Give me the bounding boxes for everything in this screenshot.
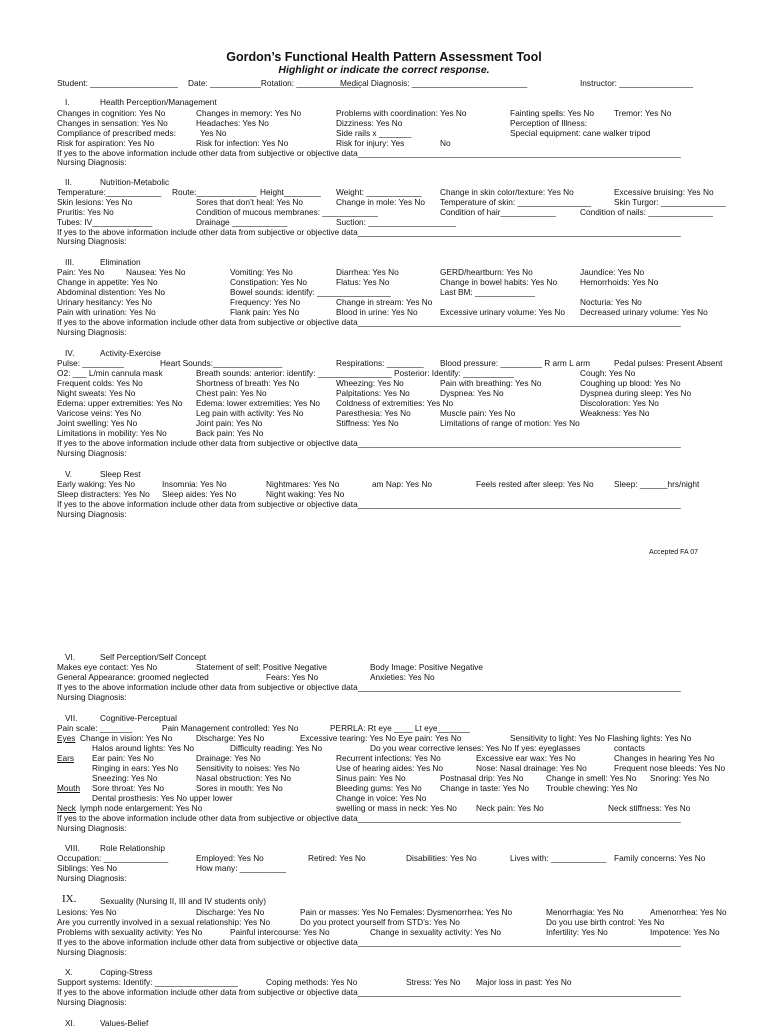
- form-line: Drainage ____________: [196, 217, 288, 227]
- form-line: Stiffness: Yes No: [336, 418, 399, 428]
- form-line: Fears: Yes No: [266, 672, 319, 682]
- form-line: VII.: [65, 713, 78, 723]
- form-line: Respirations: ________: [336, 358, 424, 368]
- form-line: Varicose veins: Yes No: [57, 408, 142, 418]
- form-line: Anxieties: Yes No: [370, 672, 435, 682]
- form-line: Retired: Yes No: [308, 853, 366, 863]
- form-line: Early waking: Yes No: [57, 479, 135, 489]
- form-line: Pain or masses: Yes No Females: Dysmenorrhea: Yes No: [300, 907, 513, 917]
- form-line: Risk for infection: Yes No: [196, 138, 289, 148]
- form-line: Perception of Illness:: [510, 118, 588, 128]
- form-line: Tubes: IV_____________: [57, 217, 153, 227]
- form-line: swelling or mass in neck: Yes No: [336, 803, 457, 813]
- form-line: Sores that don’t heal: Yes No: [196, 197, 304, 207]
- form-line: Problems with coordination: Yes No: [336, 108, 467, 118]
- form-line: Makes eye contact: Yes No: [57, 662, 158, 672]
- form-line: If yes to the above information include other data from subjective or objective data______________________________________________________________________: [57, 937, 681, 947]
- form-line: Back pain: Yes No: [196, 428, 264, 438]
- form-line: Nose: Nasal drainage: Yes No: [476, 763, 587, 773]
- form-line: How many: __________: [196, 863, 286, 873]
- form-line: Change in smell: Yes No: [546, 773, 637, 783]
- form-line: No: [440, 138, 451, 148]
- form-line: Condition of mucous membranes: ____________: [196, 207, 378, 217]
- form-line: Flank pain: Yes No: [230, 307, 300, 317]
- form-line: II.: [65, 177, 72, 187]
- form-line: Risk for aspiration: Yes No: [57, 138, 155, 148]
- form-line: Excessive urinary volume: Yes No: [440, 307, 565, 317]
- form-line: Weight: ____________: [336, 187, 422, 197]
- form-line: GERD/heartburn: Yes No: [440, 267, 533, 277]
- form-line: Sleep distracters: Yes No: [57, 489, 150, 499]
- form-line: Yes No: [200, 128, 227, 138]
- form-line: Impotence: Yes No: [650, 927, 720, 937]
- form-line: Muscle pain: Yes No: [440, 408, 516, 418]
- form-line: Student: ___________________: [57, 78, 178, 88]
- form-line: Skin Turgor: ______________: [614, 197, 726, 207]
- form-line: Nursing Diagnosis:: [57, 947, 127, 957]
- form-line: Change in skin color/texture: Yes No: [440, 187, 574, 197]
- form-line: Hemorrhoids: Yes No: [580, 277, 659, 287]
- form-line: Disabilities: Yes No: [406, 853, 477, 863]
- form-line: Values-Belief: [100, 1018, 149, 1028]
- form-line: Coping-Stress: [100, 967, 153, 977]
- form-line: Changes in sensation: Yes No: [57, 118, 168, 128]
- form-line: Change in vision: Yes No: [80, 733, 173, 743]
- form-line: Weakness: Yes No: [580, 408, 650, 418]
- form-line: Side rails x _______: [336, 128, 412, 138]
- form-line: PERRLA: Rt eye ____ Lt eye_______: [330, 723, 470, 733]
- subsection-label: Eyes: [57, 733, 76, 743]
- form-line: Change in appetite: Yes No: [57, 277, 158, 287]
- form-line: Nursing Diagnosis:: [57, 692, 127, 702]
- form-line: Major loss in past: Yes No: [476, 977, 572, 987]
- form-line: Nursing Diagnosis:: [57, 997, 127, 1007]
- form-line: Ear pain: Yes No: [92, 753, 154, 763]
- form-line: Limitations of range of motion: Yes No: [440, 418, 580, 428]
- form-line: Suction: ___________________: [336, 217, 456, 227]
- form-line: contacts: [614, 743, 645, 753]
- form-line: Diarrhea: Yes No: [336, 267, 399, 277]
- form-line: Nursing Diagnosis:: [57, 327, 127, 337]
- form-line: V.: [65, 469, 73, 479]
- form-line: Sensitivity to noises: Yes No: [196, 763, 300, 773]
- form-line: Blood pressure: _________ R arm L arm: [440, 358, 591, 368]
- form-line: I.: [65, 97, 70, 107]
- form-line: III.: [65, 257, 75, 267]
- form-line: Feels rested after sleep: Yes No: [476, 479, 594, 489]
- form-line: Pulse: _________: [57, 358, 124, 368]
- form-line: Pain Management controlled: Yes No: [162, 723, 299, 733]
- form-line: IX.: [62, 893, 77, 905]
- form-line: Temperature:____________: [57, 187, 162, 197]
- form-line: Painful intercourse: Yes No: [230, 927, 330, 937]
- form-line: Activity-Exercise: [100, 348, 161, 358]
- form-line: Nasal obstruction: Yes No: [196, 773, 292, 783]
- form-line: Pain with urination: Yes No: [57, 307, 156, 317]
- form-line: Frequent nose bleeds: Yes No: [614, 763, 726, 773]
- form-line: Excessive bruising: Yes No: [614, 187, 714, 197]
- form-line: Trouble chewing: Yes No: [546, 783, 638, 793]
- form-line: If yes to the above information include other data from subjective or objective data______________________________________________________________________: [57, 438, 681, 448]
- form-line: Pedal pulses: Present Absent: [614, 358, 723, 368]
- form-line: Frequent colds: Yes No: [57, 378, 143, 388]
- form-line: Coping methods: Yes No: [266, 977, 358, 987]
- form-line: Changes in cognition: Yes No: [57, 108, 166, 118]
- form-line: Decreased urinary volume: Yes No: [580, 307, 708, 317]
- form-line: Self Perception/Self Concept: [100, 652, 207, 662]
- form-line: Skin lesions: Yes No: [57, 197, 133, 207]
- form-line: Risk for injury: Yes: [336, 138, 405, 148]
- form-line: VI.: [65, 652, 76, 662]
- form-line: Sensitivity to light: Yes No Flashing lights: Yes No: [510, 733, 692, 743]
- form-line: Neck stiffness: Yes No: [608, 803, 691, 813]
- form-line: Change in voice: Yes No: [336, 793, 427, 803]
- form-line: Nursing Diagnosis:: [57, 236, 127, 246]
- subsection-label: Mouth: [57, 783, 81, 793]
- form-line: Changes in memory: Yes No: [196, 108, 302, 118]
- form-line: Dental prosthesis: Yes No upper lower: [92, 793, 233, 803]
- form-line: Headaches: Yes No: [196, 118, 269, 128]
- form-line: Leg pain with activity: Yes No: [196, 408, 304, 418]
- form-line: Palpitations: Yes No: [336, 388, 410, 398]
- form-line: Wheezing: Yes No: [336, 378, 404, 388]
- form-title: Gordon’s Functional Health Pattern Assessment Tool: [226, 50, 542, 64]
- form-line: Nursing Diagnosis:: [57, 823, 127, 833]
- form-line: Date: ___________Rotation: ______________: [188, 78, 362, 88]
- form-line: am Nap: Yes No: [372, 479, 432, 489]
- form-line: Joint swelling: Yes No: [57, 418, 138, 428]
- form-line: Blood in urine: Yes No: [336, 307, 418, 317]
- form-line: Menorrhagia: Yes No: [546, 907, 624, 917]
- form-line: Dyspnea during sleep: Yes No: [580, 388, 692, 398]
- form-line: Do you protect yourself from STD’s: Yes No: [300, 917, 460, 927]
- form-line: Amenorrhea: Yes No: [650, 907, 727, 917]
- form-line: X.: [65, 967, 73, 977]
- form-line: Bleeding gums: Yes No: [336, 783, 422, 793]
- form-line: Sleep Rest: [100, 469, 141, 479]
- form-line: Sexuality (Nursing II, III and IV students only): [100, 896, 267, 906]
- form-line: Excessive tearing: Yes No Eye pain: Yes No: [300, 733, 462, 743]
- form-line: Heart Sounds:_______________: [160, 358, 283, 368]
- form-line: O2: ___ L/min cannula mask: [57, 368, 163, 378]
- form-line: Last BM: _____________: [440, 287, 536, 297]
- form-line: Fainting spells: Yes No: [510, 108, 594, 118]
- subsection-label: Neck: [57, 803, 76, 813]
- form-line: Posterior: Identify: ___________: [394, 368, 514, 378]
- form-line: Siblings: Yes No: [57, 863, 117, 873]
- form-line: Night sweats: Yes No: [57, 388, 136, 398]
- form-line: Lives with: ____________: [510, 853, 607, 863]
- form-line: Nocturia: Yes No: [580, 297, 642, 307]
- form-line: Role Relationship: [100, 843, 166, 853]
- form-line: Nausea: Yes No: [126, 267, 186, 277]
- form-line: Bowel sounds: identify: ________________: [230, 287, 391, 297]
- form-line: Sleep: ______hrs/night: [614, 479, 700, 489]
- form-line: Edema: upper extremities: Yes No: [57, 398, 183, 408]
- form-line: VIII.: [65, 843, 80, 853]
- accepted-note: Accepted FA 07: [649, 549, 699, 556]
- form-subtitle: Highlight or indicate the correct response.: [278, 64, 490, 76]
- form-line: Breath sounds: anterior: identify: ________________: [196, 368, 392, 378]
- form-line: Stress: Yes No: [406, 977, 461, 987]
- form-line: Insomnia: Yes No: [162, 479, 227, 489]
- form-line: Temperature of skin: ________________: [440, 197, 592, 207]
- form-line: Excessive ear wax: Yes No: [476, 753, 576, 763]
- form-line: Sleep aides: Yes No: [162, 489, 237, 499]
- form-line: Change in taste: Yes No: [440, 783, 530, 793]
- form-line: Statement of self: Positive Negative: [196, 662, 327, 672]
- form-line: Constipation: Yes No: [230, 277, 308, 287]
- form-line: Discoloration: Yes No: [580, 398, 659, 408]
- form-line: Coughing up blood: Yes No: [580, 378, 681, 388]
- form-line: Discharge: Yes No: [196, 907, 265, 917]
- form-line: Infertility: Yes No: [546, 927, 608, 937]
- form-line: Health Perception/Management: [100, 97, 217, 107]
- form-line: IV.: [65, 348, 75, 358]
- form-line: If yes to the above information include other data from subjective or objective data______________________________________________________________________: [57, 987, 681, 997]
- form-line: Change in bowel habits: Yes No: [440, 277, 558, 287]
- form-line: Nightmares: Yes No: [266, 479, 340, 489]
- form-line: Elimination: [100, 257, 141, 267]
- form-line: If yes to the above information include other data from subjective or objective data______________________________________________________________________: [57, 499, 681, 509]
- form-line: Snoring: Yes No: [650, 773, 710, 783]
- form-line: Lesions: Yes No: [57, 907, 117, 917]
- form-line: Pruritis: Yes No: [57, 207, 114, 217]
- form-line: Employed: Yes No: [196, 853, 264, 863]
- form-line: Problems with sexuality activity: Yes No: [57, 927, 203, 937]
- form-line: Pain: Yes No: [57, 267, 105, 277]
- form-line: Body Image: Positive Negative: [370, 662, 483, 672]
- form-line: XI.: [65, 1018, 76, 1028]
- form-line: Change in mole: Yes No: [336, 197, 426, 207]
- form-line: Height________: [260, 187, 321, 197]
- form-line: Condition of hair____________: [440, 207, 556, 217]
- form-line: Difficulty reading: Yes No: [230, 743, 323, 753]
- form-line: Are you currently involved in a sexual relationship: Yes No: [57, 917, 271, 927]
- form-line: Frequency: Yes No: [230, 297, 301, 307]
- form-line: Sores in mouth: Yes No: [196, 783, 283, 793]
- form-line: Dyspnea: Yes No: [440, 388, 504, 398]
- form-line: Night waking: Yes No: [266, 489, 345, 499]
- form-line: Change in stream: Yes No: [336, 297, 433, 307]
- form-line: Instructor: ________________: [580, 78, 694, 88]
- form-line: Nursing Diagnosis:: [57, 873, 127, 883]
- form-line: Sneezing: Yes No: [92, 773, 158, 783]
- form-line: Dizziness: Yes No: [336, 118, 403, 128]
- form-line: Compliance of prescribed meds:: [57, 128, 176, 138]
- form-line: Sore throat: Yes No: [92, 783, 164, 793]
- form-line: Neck pain: Yes No: [476, 803, 544, 813]
- form-line: Use of hearing aides: Yes No: [336, 763, 444, 773]
- form-line: If yes to the above information include other data from subjective or objective data______________________________________________________________________: [57, 227, 681, 237]
- form-line: Nursing Diagnosis:: [57, 448, 127, 458]
- form-line: Vomiting: Yes No: [230, 267, 293, 277]
- form-line: If yes to the above information include other data from subjective or objective data______________________________________________________________________: [57, 148, 681, 158]
- subsection-label: Ears: [57, 753, 75, 763]
- form-line: Limitations in mobility: Yes No: [57, 428, 167, 438]
- form-line: Edema: lower extremities: Yes No: [196, 398, 321, 408]
- form-line: General Appearance: groomed neglected: [57, 672, 209, 682]
- form-line: Do you use birth control: Yes No: [546, 917, 665, 927]
- form-line: Cough: Yes No: [580, 368, 636, 378]
- form-line: Joint pain: Yes No: [196, 418, 263, 428]
- form-line: Family concerns: Yes No: [614, 853, 706, 863]
- form-line: Coldness of extremities: Yes No: [336, 398, 454, 408]
- form-line: Urinary hesitancy: Yes No: [57, 297, 153, 307]
- form-line: Halos around lights: Yes No: [92, 743, 194, 753]
- form-line: Cognitive-Perceptual: [100, 713, 178, 723]
- form-line: Support systems: Identify: __________________: [57, 977, 238, 987]
- form-line: Pain scale: _______: [57, 723, 133, 733]
- form-line: Shortness of breath: Yes No: [196, 378, 300, 388]
- form-line: Ringing in ears: Yes No: [92, 763, 179, 773]
- form-line: If yes to the above information include other data from subjective or objective data______________________________________________________________________: [57, 317, 681, 327]
- form-line: Special equipment: cane walker tripod: [510, 128, 651, 138]
- form-line: Discharge: Yes No: [196, 733, 265, 743]
- form-line: Flatus: Yes No: [336, 277, 390, 287]
- form-line: Nursing Diagnosis:: [57, 157, 127, 167]
- form-line: Do you wear corrective lenses: Yes No If yes: eyeglasses: [370, 743, 581, 753]
- form-line: Tremor: Yes No: [614, 108, 672, 118]
- form-line: Pain with breathing: Yes No: [440, 378, 542, 388]
- form-line: Recurrent infections: Yes No: [336, 753, 441, 763]
- form-line: Nursing Diagnosis:: [57, 509, 127, 519]
- form-line: Jaundice: Yes No: [580, 267, 645, 277]
- form-line: Paresthesia: Yes No: [336, 408, 411, 418]
- form-line: Abdominal distention: Yes No: [57, 287, 165, 297]
- form-line: Occupation: ______________: [57, 853, 169, 863]
- form-line: Medical Diagnosis: _________________________: [340, 78, 528, 88]
- form-line: If yes to the above information include other data from subjective or objective data______________________________________________________________________: [57, 813, 681, 823]
- form-line: Chest pain: Yes No: [196, 388, 267, 398]
- form-line: Changes in hearing Yes No: [614, 753, 715, 763]
- form-line: If yes to the above information include other data from subjective or objective data______________________________________________________________________: [57, 682, 681, 692]
- form-line: Drainage: Yes No: [196, 753, 261, 763]
- form-line: Condition of nails: ______________: [580, 207, 713, 217]
- form-line: Sinus pain: Yes No: [336, 773, 406, 783]
- form-line: Route:_____________: [172, 187, 257, 197]
- form-line: Change in sexuality activity: Yes No: [370, 927, 501, 937]
- form-line: Nutrition-Metabolic: [100, 177, 170, 187]
- form-line: Postnasal drip: Yes No: [440, 773, 524, 783]
- form-line: lymph node enlargement: Yes No: [80, 803, 203, 813]
